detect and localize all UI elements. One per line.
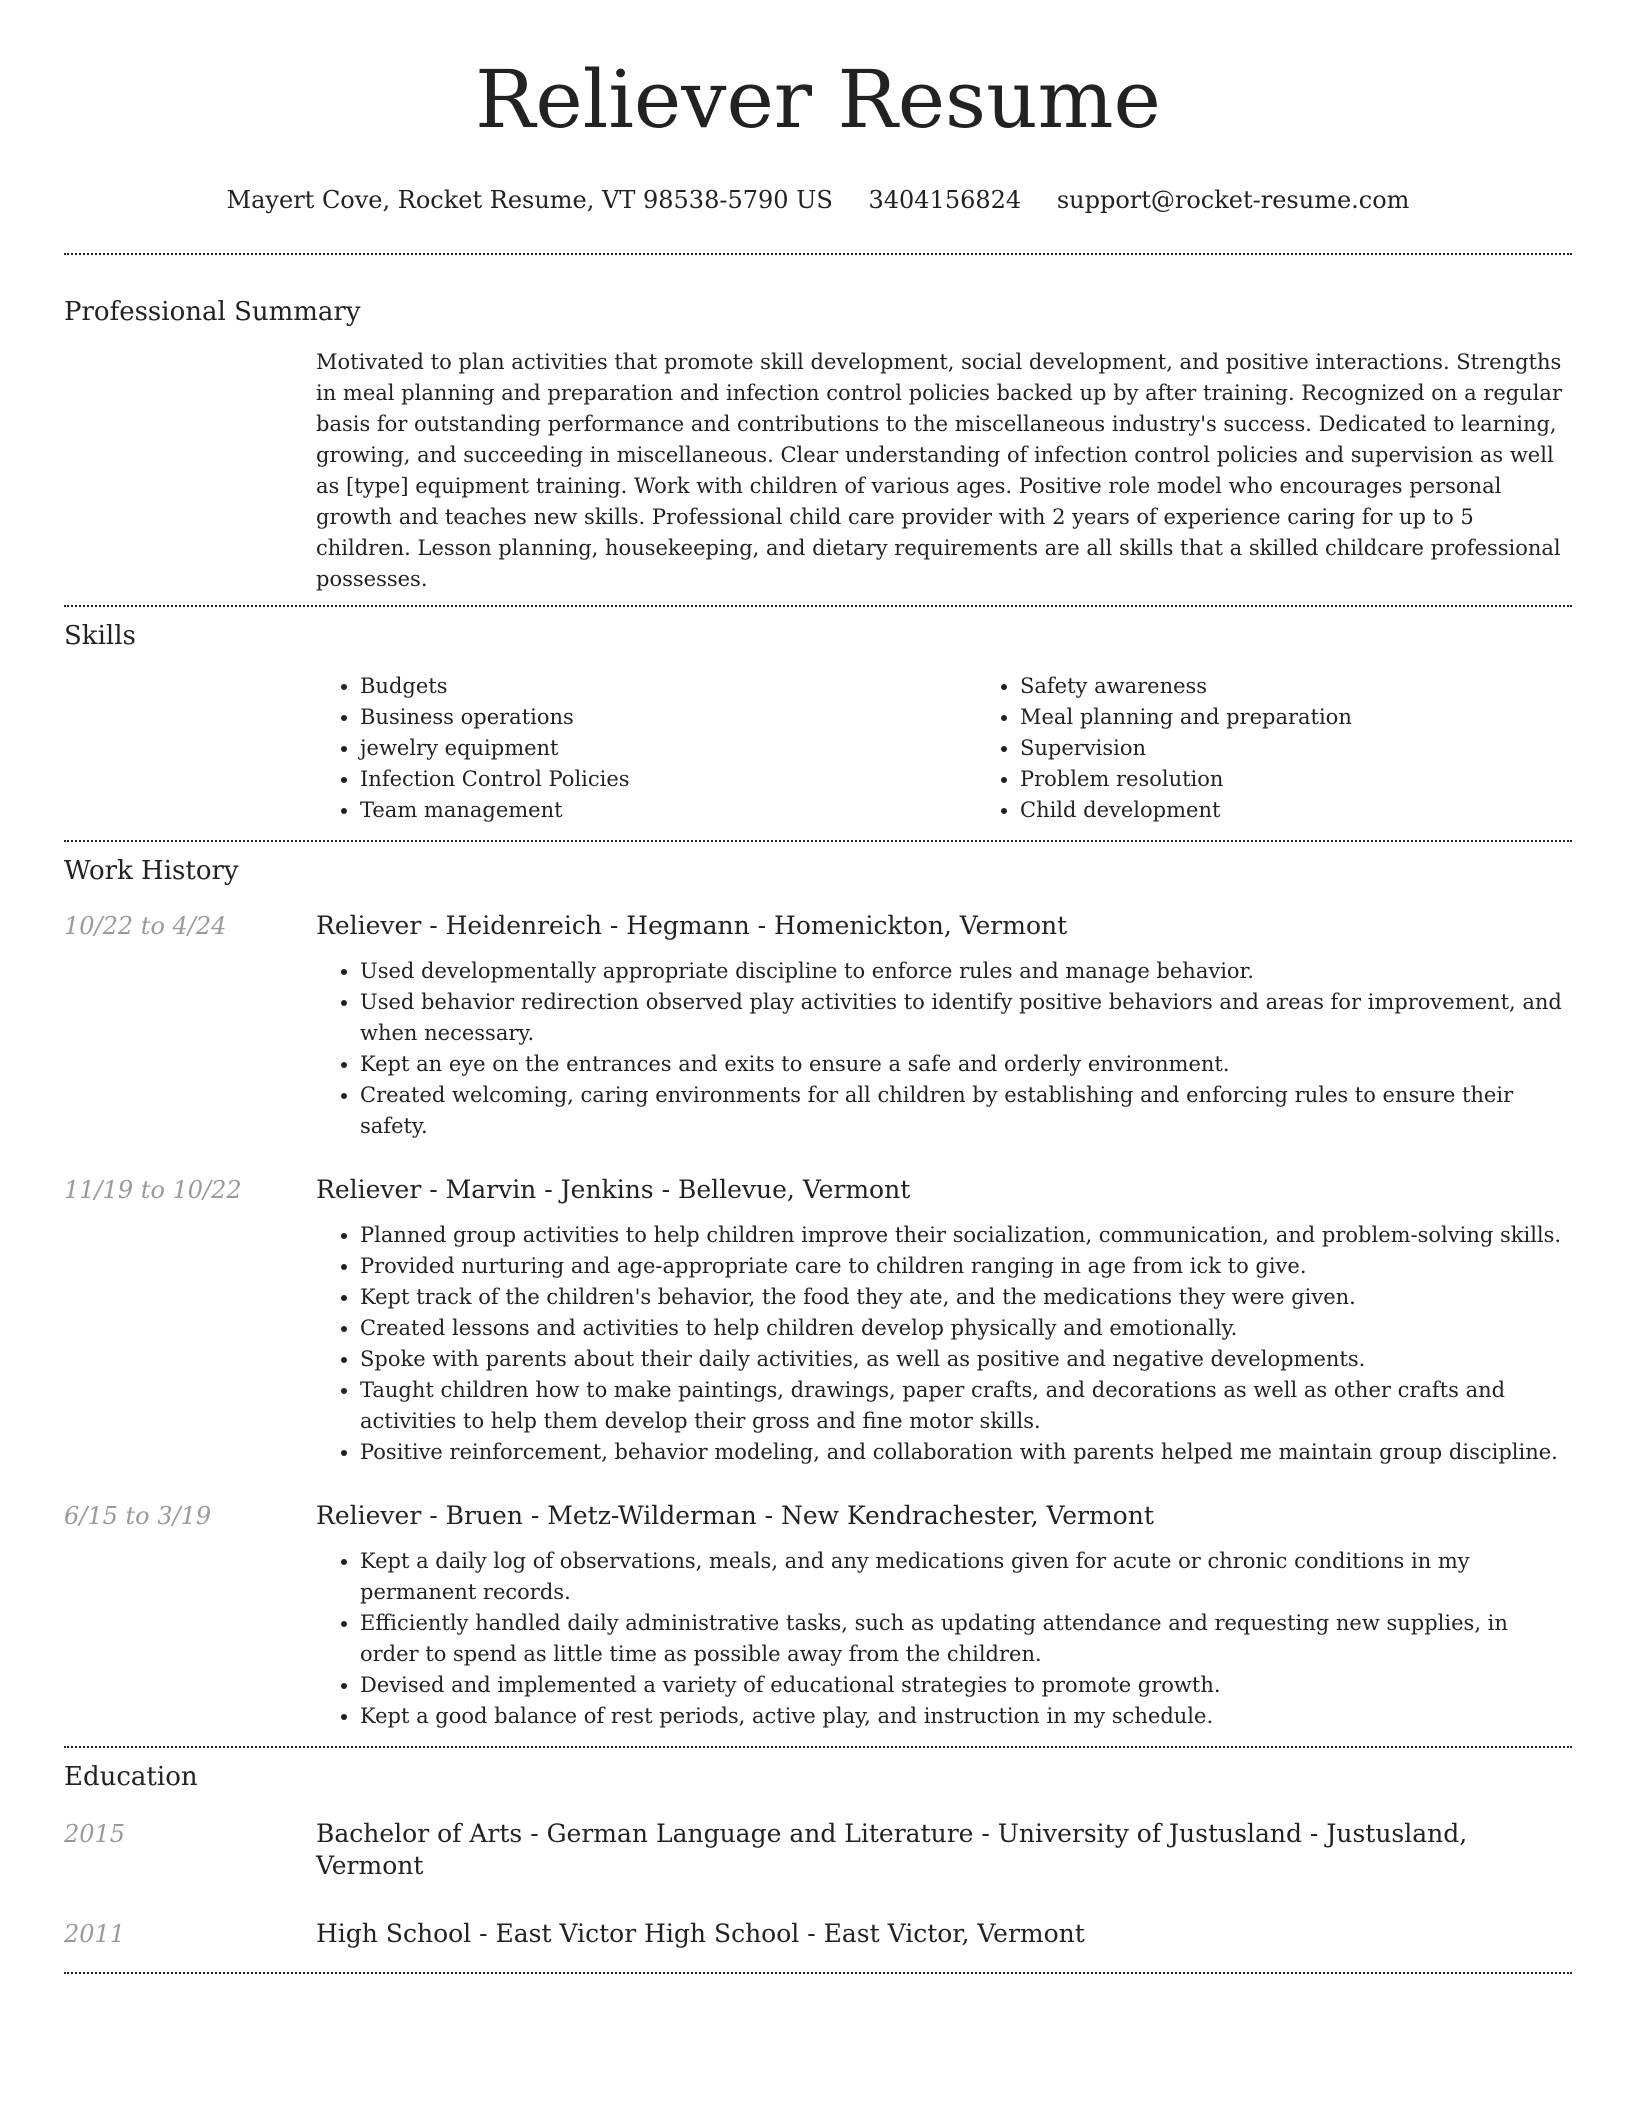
summary-section	[64, 295, 1572, 595]
skills-heading: Skills	[64, 621, 136, 651]
skill-item: • jewelry equipment	[360, 733, 976, 764]
education-date: 2011	[64, 1920, 126, 1948]
skills-list-right	[976, 671, 1632, 826]
divider	[64, 1972, 1572, 1974]
job-bullet: • Created lessons and activities to help children develop physically and emotionally.	[360, 1313, 1572, 1344]
skill-item: • Safety awareness	[1020, 671, 1632, 702]
education-entry	[64, 1918, 1572, 1950]
job-entry	[64, 910, 1572, 1142]
contact-line	[64, 184, 1572, 216]
job-title: Reliever - Bruen - Metz-Wilderman - New Kendrachester, Vermont	[316, 1501, 1154, 1530]
email: support@rocket-resume.com	[1056, 186, 1410, 214]
job-bullet: • Used behavior redirection observed play activities to identify positive behaviors and areas for improvement, and when necessary.	[360, 987, 1572, 1049]
phone: 3404156824	[868, 186, 1022, 214]
skill-item: • Budgets	[360, 671, 976, 702]
skill-item: • Supervision	[1020, 733, 1632, 764]
divider	[64, 253, 1572, 255]
skill-item: • Child development	[1020, 795, 1632, 826]
skills-section	[64, 619, 1572, 826]
work-heading: Work History	[64, 856, 239, 886]
job-bullet: • Provided nurturing and age-appropriate care to children ranging in age from ick to give.	[360, 1251, 1572, 1282]
skill-item: • Problem resolution	[1020, 764, 1632, 795]
address: Mayert Cove, Rocket Resume, VT 98538-5790 US	[226, 186, 833, 214]
job-bullet: • Used developmentally appropriate discipline to enforce rules and manage behavior.	[360, 956, 1572, 987]
job-bullet: • Created welcoming, caring environments for all children by establishing and enforcing rules to ensure their safety.	[360, 1080, 1572, 1142]
summary-heading: Professional Summary	[64, 297, 361, 327]
job-bullet: • Planned group activities to help children improve their socialization, communication, and problem-solving skills.	[360, 1220, 1572, 1251]
summary-text: Motivated to plan activities that promote skill development, social development, and positive interactions. Strengths in meal planning and preparation and infection control policies backed up by after training. Recognized on a regular basis for outstanding performance and contributions to the miscellaneous industry's success. Dedicated to learning, growing, and succeeding in miscellaneous. Clear understanding of infection control policies and supervision as well as [type] equipment training. Work with children of various ages. Positive role model who encourages personal growth and teaches new skills. Professional child care provider with 2 years of experience caring for up to 5 children. Lesson planning, housekeeping, and dietary requirements are all skills that a skilled childcare professional possesses.	[316, 350, 1562, 591]
education-section	[64, 1760, 1572, 1950]
job-bullets	[316, 1220, 1572, 1468]
education-title: High School - East Victor High School - East Victor, Vermont	[316, 1919, 1085, 1948]
job-entry	[64, 1174, 1572, 1468]
education-date: 2015	[64, 1820, 126, 1848]
resume-title: Reliever Resume	[475, 53, 1161, 146]
job-bullet: • Spoke with parents about their daily activities, as well as positive and negative developments.	[360, 1344, 1572, 1375]
job-bullets	[316, 1546, 1572, 1732]
divider	[64, 605, 1572, 607]
job-date: 6/15 to 3/19	[64, 1502, 212, 1530]
education-heading: Education	[64, 1762, 198, 1792]
job-bullet: • Devised and implemented a variety of educational strategies to promote growth.	[360, 1670, 1572, 1701]
skill-item: • Team management	[360, 795, 976, 826]
divider	[64, 1746, 1572, 1748]
resume-page	[64, 0, 1572, 1974]
job-title: Reliever - Heidenreich - Hegmann - Homenickton, Vermont	[316, 911, 1068, 940]
job-bullet: • Kept a good balance of rest periods, active play, and instruction in my schedule.	[360, 1701, 1572, 1732]
skill-item: • Business operations	[360, 702, 976, 733]
job-bullet: • Positive reinforcement, behavior modeling, and collaboration with parents helped me maintain group discipline.	[360, 1437, 1572, 1468]
divider	[64, 840, 1572, 842]
job-bullet: • Taught children how to make paintings, drawings, paper crafts, and decorations as well as other crafts and activities to help them develop their gross and fine motor skills.	[360, 1375, 1572, 1437]
job-date: 11/19 to 10/22	[64, 1176, 242, 1204]
job-title: Reliever - Marvin - Jenkins - Bellevue, Vermont	[316, 1175, 911, 1204]
skill-item: • Meal planning and preparation	[1020, 702, 1632, 733]
skills-list-left	[316, 671, 976, 826]
education-entry	[64, 1818, 1572, 1882]
job-bullet: • Kept a daily log of observations, meals, and any medications given for acute or chronic conditions in my permanent records.	[360, 1546, 1572, 1608]
job-bullet: • Kept an eye on the entrances and exits to ensure a safe and orderly environment.	[360, 1049, 1572, 1080]
job-date: 10/22 to 4/24	[64, 912, 227, 940]
job-entry	[64, 1500, 1572, 1732]
job-bullet: • Kept track of the children's behavior, the food they ate, and the medications they were given.	[360, 1282, 1572, 1313]
skill-item: • Infection Control Policies	[360, 764, 976, 795]
job-bullet: • Efficiently handled daily administrative tasks, such as updating attendance and requesting new supplies, in order to spend as little time as possible away from the children.	[360, 1608, 1572, 1670]
work-section	[64, 854, 1572, 1732]
education-title: Bachelor of Arts - German Language and Literature - University of Justusland - Justusland, Vermont	[316, 1819, 1468, 1880]
job-bullets	[316, 956, 1572, 1142]
